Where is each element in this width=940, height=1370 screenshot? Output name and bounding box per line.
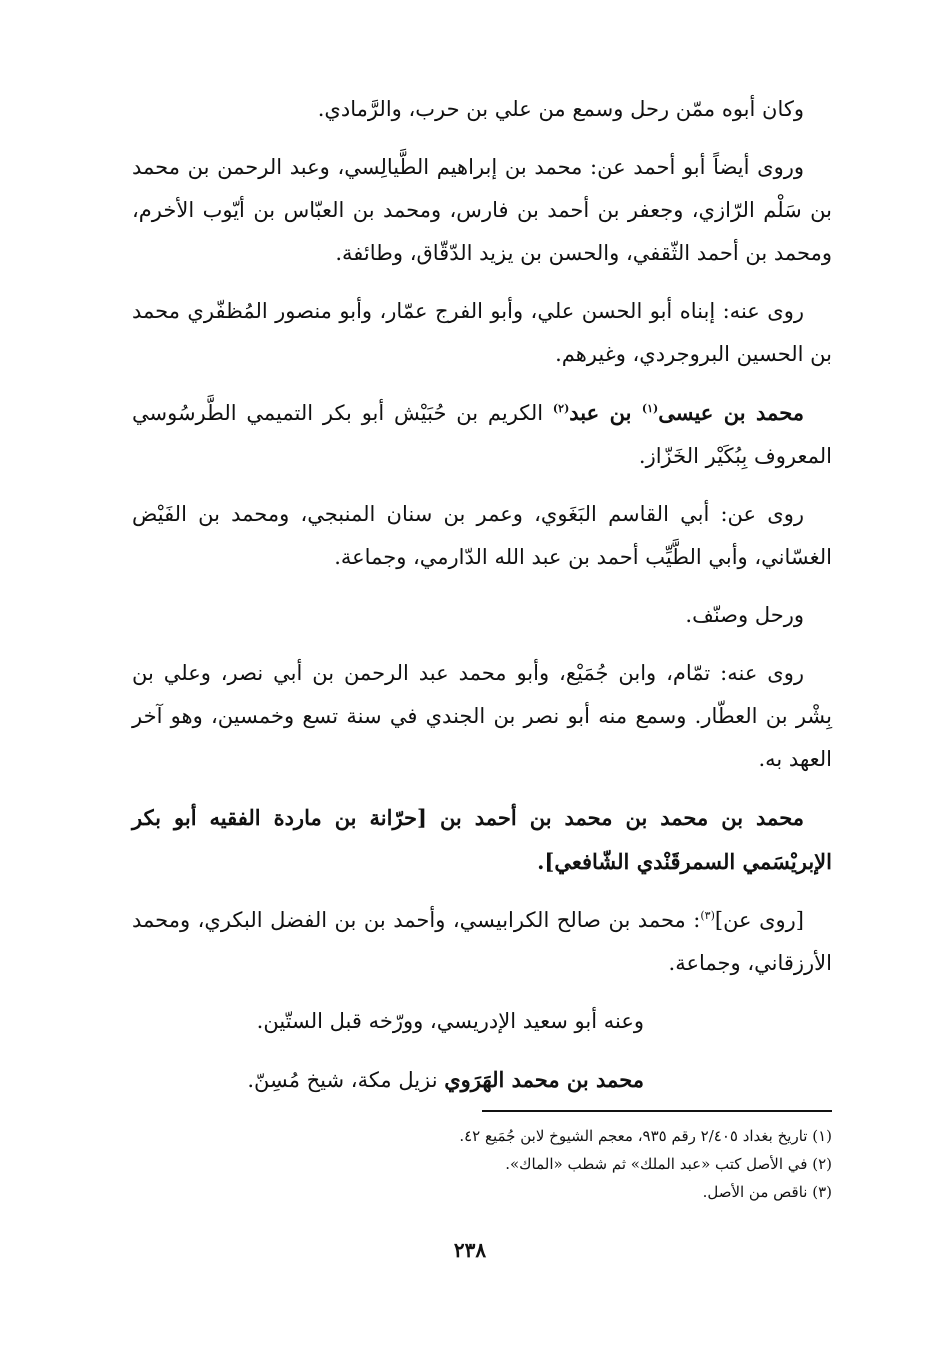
footnote-1: (١) تاريخ بغداد ٢/٤٠٥ رقم ٩٣٥، معجم الشيوخ لابن جُمَيع ٤٢. xyxy=(459,1127,832,1145)
paragraph-travelled xyxy=(132,594,832,637)
entry-text: الكريم بن حُبَيْش أبو بكر التميمي الطَّرسُوسي المعروف بِبُكَيْر الخَزّاز. xyxy=(132,401,832,468)
paragraph-text: روى عنه: تمّام، وابن جُمَيْع، وأبو محمد عبد الرحمن بن أبي نصر، وعلي بن بِشْر بن العطّار. وسمع منه أبو نصر بن الجندي في سنة تسع وخمسين، وهو آخر العهد به. xyxy=(132,661,832,771)
entry-text: [حرّانة بن ماردة الفقيه أبو بكر الإبريْسَمي السمرقَنْدي الشّافعي]. xyxy=(132,805,832,874)
footnote-divider xyxy=(482,1110,832,1112)
paragraph-narrated-from-3 xyxy=(132,899,832,985)
entry-muhammad-bin-muhammad-bin-muhammad xyxy=(132,796,832,884)
entry-muhammad-bin-isa xyxy=(132,391,832,478)
paragraph-text: وكان أبوه ممّن رحل وسمع من علي بن حرب، والرَّمادي. xyxy=(317,97,804,121)
page-number: ٢٣٨ xyxy=(453,1238,487,1262)
main-text xyxy=(132,88,832,1117)
paragraph-idrisi xyxy=(132,1000,672,1043)
paragraph-father xyxy=(132,88,832,131)
paragraph-text: ورحل وصنّف. xyxy=(685,603,804,627)
footnote-3: (٣) ناقص من الأصل. xyxy=(702,1183,832,1201)
paragraph-also-narrated xyxy=(132,146,832,275)
paragraph-narrated-from-him xyxy=(132,290,832,376)
entry-heading: محمد بن محمد الهَرَوي xyxy=(444,1067,644,1092)
paragraph-narrated-from xyxy=(132,493,832,579)
footnote-ref[interactable]: (٢) xyxy=(552,402,570,415)
paragraph-text: وعنه أبو سعيد الإدريسي، وورّخه قبل الستّين. xyxy=(256,1009,644,1033)
entry-text: نزيل مكة، شيخ مُسِنّ. xyxy=(247,1068,445,1092)
paragraph-narrated-from-him-2 xyxy=(132,652,832,781)
footnotes-section xyxy=(132,1110,832,1206)
entry-heading: محمد بن محمد بن محمد بن أحمد بن xyxy=(439,805,804,830)
paragraph-text: [روى عن] xyxy=(714,908,804,932)
footnote-ref[interactable]: (١) xyxy=(641,402,659,415)
entry-heading-cont: بن عبد xyxy=(569,400,642,425)
paragraph-text: روى عن: أبي القاسم البَغَوي، وعمر بن سنان المنبجي، ومحمد بن الفَيْض الغسّاني، وأبي الطَّيِّب أحمد بن عبد الله الدّارمي، وجماعة. xyxy=(132,502,832,569)
paragraph-text-cont: : محمد بن صالح الكرابيسي، وأحمد بن بن الفضل البكري، ومحمد الأرزقاني، وجماعة. xyxy=(132,908,832,975)
entry-muhammad-al-harawi xyxy=(132,1058,672,1102)
footnote-ref[interactable]: (٣) xyxy=(700,909,715,922)
entry-heading: محمد بن عيسى xyxy=(658,400,805,425)
paragraph-text: روى عنه: إبناه أبو الحسن علي، وأبو الفرج عمّار، وأبو منصور المُظفّري محمد بن الحسين البروجردي، وغيرهم. xyxy=(132,299,832,366)
footnote-2: (٢) في الأصل كتب «عبد الملك» ثم شطب «الماك». xyxy=(505,1155,832,1173)
paragraph-text: وروى أيضاً أبو أحمد عن: محمد بن إبراهيم الطَّيالِسي، وعبد الرحمن بن محمد بن سَلْم الرّازي، وجعفر بن أحمد بن فارس، ومحمد بن العبّاس بن أيّوب الأخرم، ومحمد بن أحمد الثّقفي، والحسن بن يزيد الدّقّاق، وطائفة. xyxy=(132,155,832,265)
